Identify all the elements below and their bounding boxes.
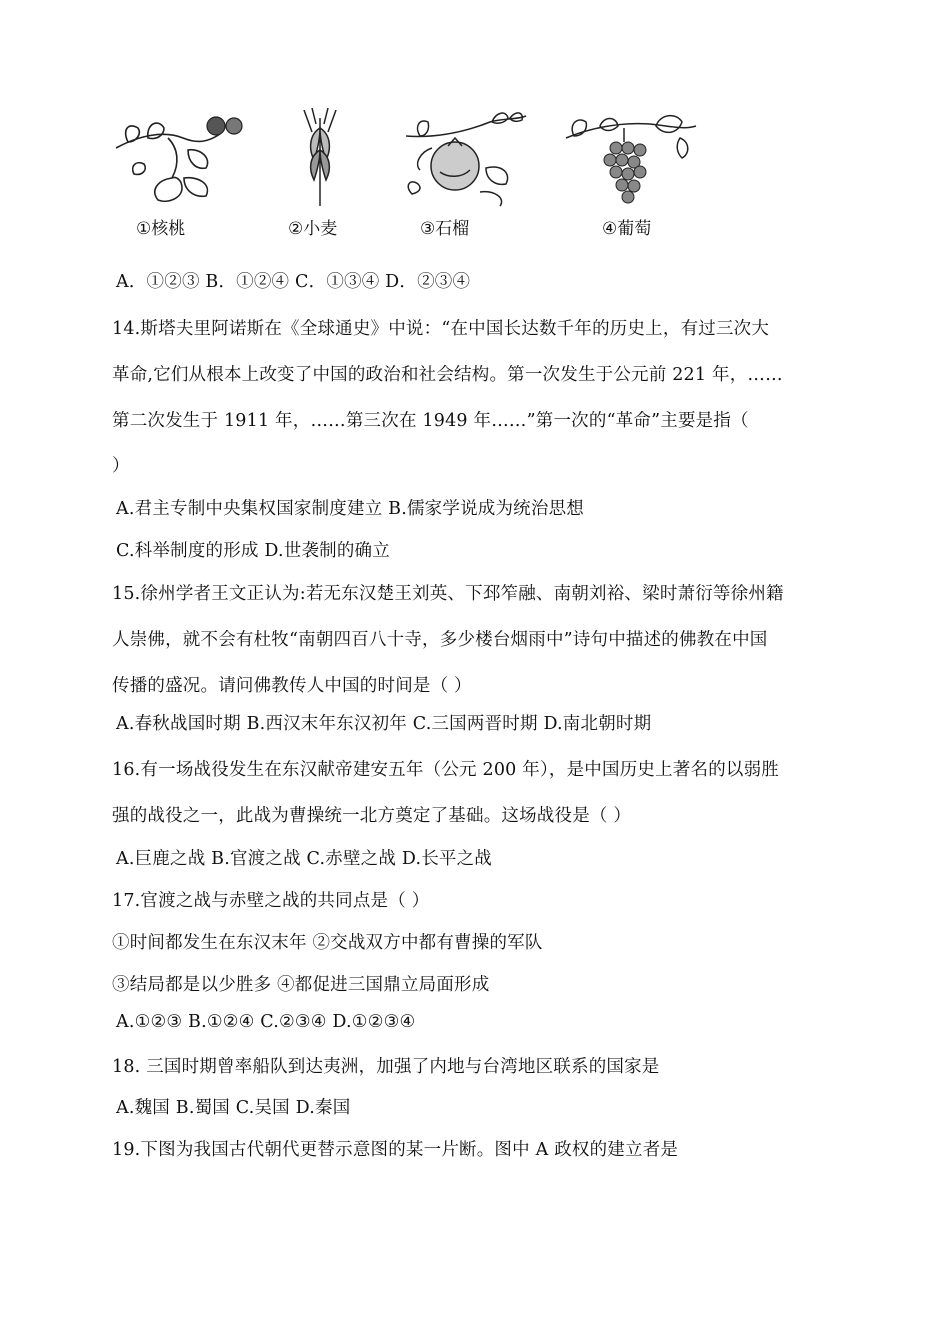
walnut-plant-icon	[108, 108, 243, 239]
q15-stem-line1: 15.徐州学者王文正认为:若无东汉楚王刘英、下邳笮融、南朝刘裕、梁时萧衍等徐州籍	[112, 584, 784, 604]
q14-stem-line4: ）	[112, 456, 130, 476]
q17-stem: 17.官渡之战与赤壁之战的共同点是（ ）	[112, 891, 430, 911]
plant-figure	[100, 108, 720, 238]
q15-stem-line2: 人崇佛，就不会有杜牧“南朝四百八十寺，多少楼台烟雨中”诗句中描述的佛教在中国	[112, 630, 768, 650]
q15-stem-line3: 传播的盛况。请问佛教传人中国的时间是（ ）	[112, 676, 472, 696]
q14-stem-line1: 14.斯塔夫里阿诺斯在《全球通史》中说：“在中国长达数千年的历史上，有过三次大	[112, 319, 770, 339]
q16-stem-line2: 强的战役之一，此战为曹操统一北方奠定了基础。这场战役是（ ）	[112, 806, 632, 826]
grape-label: ④葡萄	[602, 219, 652, 239]
grape-icon	[560, 108, 700, 239]
q13-options: A．①②③ B．①②④ C．①③④ D．②③④	[116, 272, 471, 292]
q14-stem-line3: 第二次发生于 1911 年，……第三次在 1949 年……”第一次的“革命”主要是指（	[112, 411, 749, 431]
wheat-icon	[288, 108, 350, 239]
pomegranate-label: ③石榴	[420, 219, 470, 239]
q14-options-cd: C.科举制度的形成 D.世袭制的确立	[116, 541, 390, 561]
q14-stem-line2: 革命,它们从根本上改变了中国的政治和社会结构。第一次发生于公元前 221 年，……	[112, 365, 783, 385]
q17-statements-line2: ③结局都是以少胜多 ④都促进三国鼎立局面形成	[112, 975, 490, 995]
q17-options: A.①②③ B.①②④ C.②③④ D.①②③④	[116, 1012, 416, 1032]
walnut-label: ①核桃	[136, 219, 186, 239]
q16-stem-line1: 16.有一场战役发生在东汉献帝建安五年（公元 200 年），是中国历史上著名的以弱胜	[112, 760, 780, 780]
wheat-label: ②小麦	[288, 219, 338, 239]
q16-options: A.巨鹿之战 B.官渡之战 C.赤壁之战 D.长平之战	[116, 849, 493, 869]
q19-stem: 19.下图为我国古代朝代更替示意图的某一片断。图中 A 政权的建立者是	[112, 1140, 679, 1160]
pomegranate-icon	[400, 108, 530, 239]
q18-options: A.魏国 B.蜀国 C.吴国 D.秦国	[116, 1098, 351, 1118]
q17-statements-line1: ①时间都发生在东汉末年 ②交战双方中都有曹操的军队	[112, 933, 543, 953]
q18-stem: 18. 三国时期曾率船队到达夷洲，加强了内地与台湾地区联系的国家是	[112, 1057, 660, 1077]
q14-options-ab: A.君主专制中央集权国家制度建立 B.儒家学说成为统治思想	[116, 499, 584, 519]
q15-options: A.春秋战国时期 B.西汉末年东汉初年 C.三国两晋时期 D.南北朝时期	[116, 714, 652, 734]
